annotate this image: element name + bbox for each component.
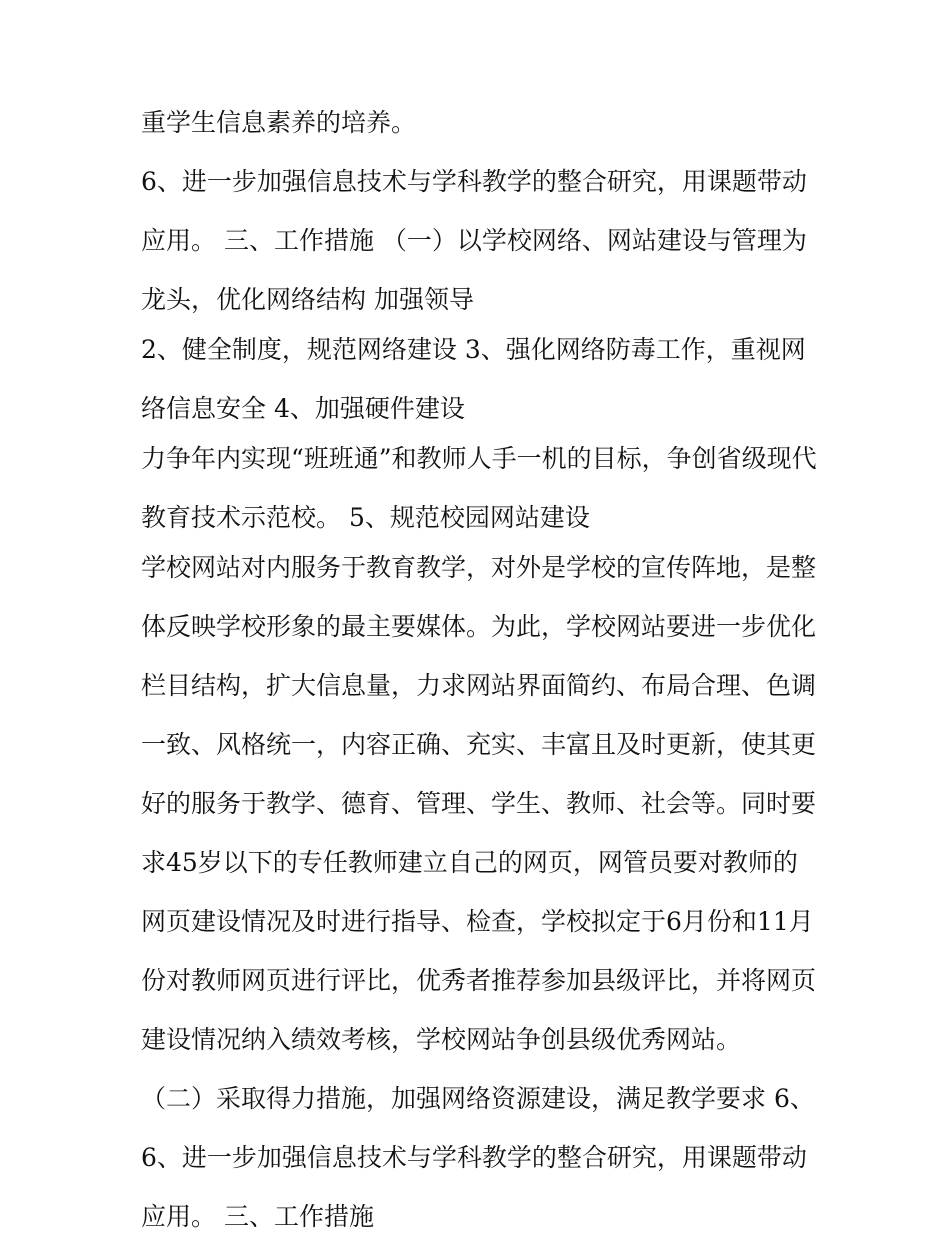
- text-line: 体反映学校形象的最主要媒体。为此，学校网站要进一步优化: [141, 612, 817, 641]
- document-body: [141, 104, 821, 1236]
- text-line: 应用。 三、工作措施: [141, 1202, 374, 1231]
- text-line: 一致、风格统一，内容正确、充实、丰富且及时更新，使其更: [141, 730, 817, 759]
- text-line: 教育技术示范校。 5、规范校园网站建设: [141, 503, 590, 532]
- text-line: 龙头，优化网络结构 加强领导: [141, 285, 474, 314]
- text-line: 份对教师网页进行评比，优秀者推荐参加县级评比，并将网页: [141, 966, 817, 995]
- text-line: 2、健全制度，规范网络建设 3、强化网络防毒工作，重视网: [141, 335, 806, 364]
- text-line: 栏目结构，扩大信息量，力求网站界面简约、布局合理、色调: [141, 671, 817, 700]
- text-line: 6、进一步加强信息技术与学科教学的整合研究，用课题带动: [141, 167, 807, 196]
- text-line: 求45岁以下的专任教师建立自己的网页，网管员要对教师的: [141, 848, 798, 877]
- text-line: 重学生信息素养的培养。: [141, 108, 417, 137]
- text-line: 应用。 三、工作措施 （一）以学校网络、网站建设与管理为: [141, 226, 807, 255]
- text-line: 6、进一步加强信息技术与学科教学的整合研究，用课题带动: [141, 1143, 807, 1172]
- text-line: 学校网站对内服务于教育教学，对外是学校的宣传阵地，是整: [141, 553, 817, 582]
- text-line: 好的服务于教学、德育、管理、学生、教师、社会等。同时要: [141, 789, 817, 818]
- text-line: 络信息安全 4、加强硬件建设: [141, 394, 465, 423]
- text-line: 力争年内实现“班班通”和教师人手一机的目标，争创省级现代: [141, 444, 817, 473]
- text-line: （二）采取得力措施，加强网络资源建设，满足教学要求 6、: [141, 1084, 815, 1113]
- text-line: 网页建设情况及时进行指导、检查，学校拟定于6月份和11月: [141, 907, 814, 936]
- text-line: 建设情况纳入绩效考核，学校网站争创县级优秀网站。: [141, 1025, 742, 1054]
